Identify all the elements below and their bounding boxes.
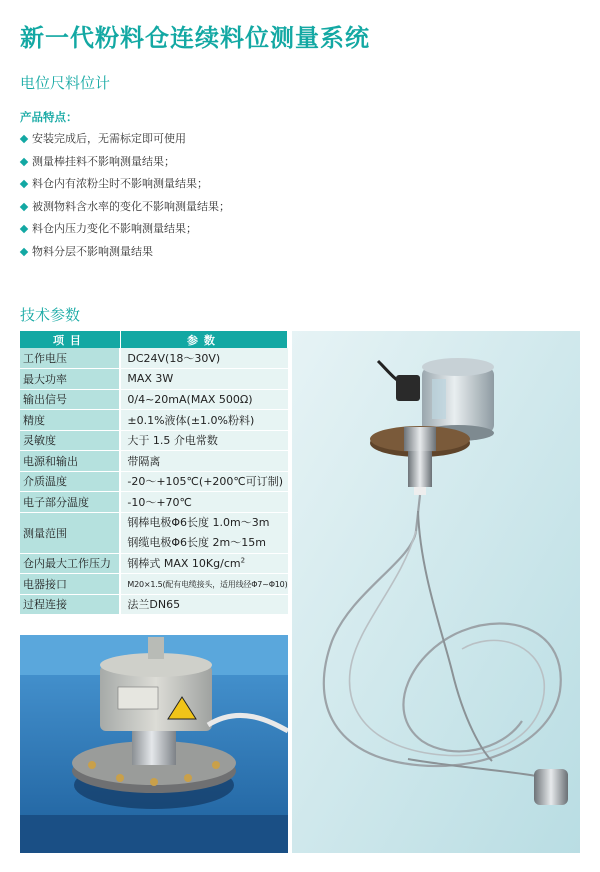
cable-probe-illustration <box>292 331 580 853</box>
features-heading: 产品特点： <box>20 110 78 124</box>
page-title: 新一代粉料仓连续料位测量系统 <box>20 24 370 52</box>
spec-value: 带隔离 <box>120 451 287 472</box>
spec-key: 仓内最大工作压力 <box>20 553 120 574</box>
spec-key: 精度 <box>20 410 120 431</box>
superscript: 2 <box>240 556 246 565</box>
features-list <box>20 130 230 265</box>
spec-key: 电源和输出 <box>20 451 120 472</box>
spec-value: MAX 3W <box>120 369 287 390</box>
spec-value: 0/4~20mA(MAX 500Ω) <box>120 389 287 410</box>
table-row <box>20 492 288 513</box>
spec-value: 大于 1.5 介电常数 <box>120 430 287 451</box>
spec-value: -20～+105℃(+200℃可订制) <box>120 471 287 492</box>
spec-key: 最大功率 <box>20 369 120 390</box>
spec-key: 测量范围 <box>20 512 120 553</box>
spec-value: -10～+70℃ <box>120 492 287 513</box>
table-row <box>20 430 288 451</box>
cable-probe-photo <box>292 331 580 853</box>
spec-value: 法兰DN65 <box>120 594 287 615</box>
spec-value: DC24V(18～30V) <box>120 348 287 369</box>
header-item: 项目 <box>20 331 120 348</box>
header-param: 参数 <box>120 331 287 348</box>
table-row <box>20 574 288 595</box>
table-row <box>20 553 288 574</box>
installed-sensor-illustration <box>20 635 288 853</box>
table-row <box>20 451 288 472</box>
feature-item: 被测物料含水率的变化不影响测量结果； <box>20 198 230 221</box>
spec-key: 灵敏度 <box>20 430 120 451</box>
spec-key: 电器接口 <box>20 574 120 595</box>
spec-value <box>120 574 287 595</box>
spec-value-text: 钢棒式 MAX 10Kg/cm <box>127 557 241 571</box>
spec-value-multiline <box>120 512 287 553</box>
spec-key: 介质温度 <box>20 471 120 492</box>
spec-value-text: M20×1.5(配有电缆接头，适用线径Φ7~Φ10) <box>127 580 288 590</box>
installed-sensor-photo <box>20 635 288 853</box>
feature-item: 料仓内有浓粉尘时不影响测量结果； <box>20 175 230 198</box>
spec-key: 过程连接 <box>20 594 120 615</box>
feature-item: 安装完成后，无需标定即可使用 <box>20 130 230 153</box>
table-row <box>20 348 288 369</box>
spec-value: ±0.1%液体(±1.0%粉料) <box>120 410 287 431</box>
table-row <box>20 512 288 553</box>
tech-params-heading: 技术参数 <box>20 306 81 324</box>
feature-item: 测量棒挂料不影响测量结果； <box>20 153 230 176</box>
spec-value-line: 钢缆电极Φ6长度 2m～15m <box>127 535 266 549</box>
spec-key: 电子部分温度 <box>20 492 120 513</box>
product-subtitle: 电位尺料位计 <box>20 74 111 92</box>
table-row <box>20 471 288 492</box>
spec-value <box>120 553 287 574</box>
table-row <box>20 594 288 615</box>
spec-table <box>20 331 288 615</box>
spec-table-header <box>20 331 288 348</box>
spec-key: 工作电压 <box>20 348 120 369</box>
table-row <box>20 389 288 410</box>
spec-key: 输出信号 <box>20 389 120 410</box>
feature-item: 物料分层不影响测量结果 <box>20 243 230 266</box>
table-row <box>20 410 288 431</box>
feature-item: 料仓内压力变化不影响测量结果； <box>20 220 230 243</box>
spec-value-line: 钢棒电极Φ6长度 1.0m～3m <box>127 515 270 529</box>
table-row <box>20 369 288 390</box>
